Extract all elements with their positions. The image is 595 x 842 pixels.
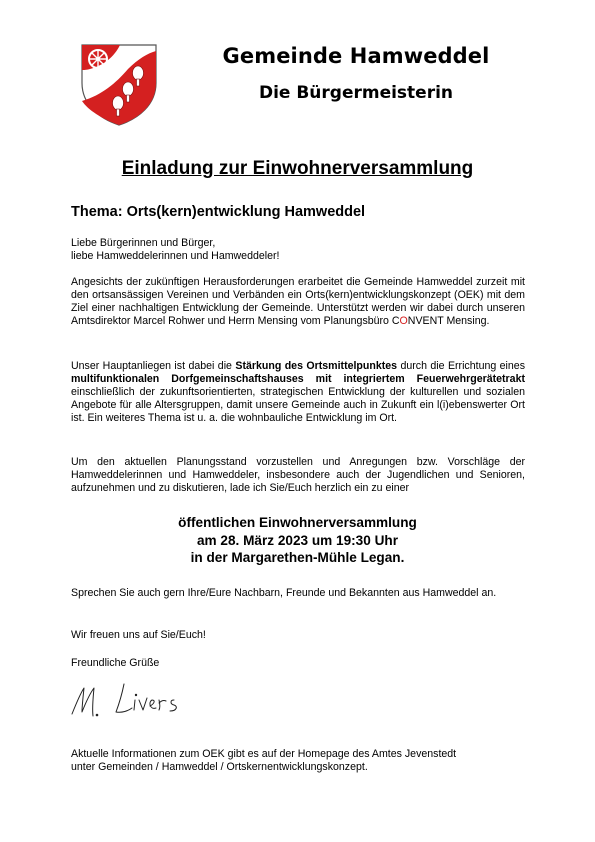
emphasis-text: Stärkung des Ortsmittelpunktes bbox=[235, 360, 398, 372]
event-location: in der Margarethen-Mühle Legan. bbox=[190, 550, 405, 565]
paragraph-goals bbox=[71, 360, 525, 425]
greeting-line: Liebe Bürgerinnen und Bürger, bbox=[71, 237, 216, 249]
closing-greeting: Freundliche Grüße bbox=[71, 657, 160, 669]
municipality-title: Gemeinde Hamweddel bbox=[222, 44, 490, 68]
paragraph-text: Angesichts der zukünftigen Herausforderungen erarbeitet die Gemeinde Hamweddel zurzeit mit den ortsansässigen Vereinen und Verbänden ein Orts(kern)entwicklungskonzept (OEK) mit dem Ziel einer nachhaltigen Entwicklung der Gemeinde. Unterstützt werden wir dabei durch unseren Amtsdirektor Marcel Rohwer und Herrn Mensing vom Planungsbüro C bbox=[71, 276, 525, 327]
paragraph-text: Unser Hauptanliegen ist dabei die bbox=[71, 360, 236, 372]
event-line: öffentlichen Einwohnerversammlung bbox=[178, 515, 417, 530]
paragraph-text: einschließlich der zukunftsorientierten, strategischen Entwicklung der kulturellen und sozialen Angebote für alle Altersgruppen, damit unsere Gemeinde auch in Zukunft ein l(i)ebenswerter Ort ist. Ein weiteres Thema ist u. a. die wohnbauliche Entwicklung im Ort. bbox=[71, 386, 525, 424]
greeting-line: liebe Hamweddelerinnen und Hamweddeler! bbox=[71, 250, 280, 262]
paragraph-text: durch die Errichtung eines bbox=[397, 360, 525, 372]
footer-line: Aktuelle Informationen zum OEK gibt es auf der Homepage des Amtes Jevenstedt bbox=[71, 748, 457, 760]
mayor-subtitle: Die Bürgermeisterin bbox=[258, 83, 454, 103]
greeting bbox=[71, 237, 525, 263]
paragraph-intro bbox=[71, 276, 525, 328]
invitation-headline: Einladung zur Einwohnerversammlung bbox=[121, 158, 474, 179]
paragraph-invitation: Um den aktuellen Planungsstand vorzustellen und Anregungen bzw. Vorschläge der Hamweddelerinnen und Hamweddeler, insbesondere auch der Jugendlichen und Senioren, aufzunehmen und zu diskutieren, lade ich Sie/Euch herzlich ein zu einer bbox=[71, 456, 525, 494]
emphasis-text: multifunktionalen Dorfgemeinschaftshauses mit integriertem Feuerwehrgerätetrakt bbox=[71, 373, 525, 385]
handwritten-signature bbox=[66, 666, 206, 726]
footer-info bbox=[71, 748, 525, 774]
logo-letter: O bbox=[399, 315, 408, 327]
topic-heading: Thema: Orts(kern)entwicklung Hamweddel bbox=[71, 204, 366, 220]
event-date: am 28. März 2023 um 19:30 Uhr bbox=[197, 532, 398, 548]
paragraph-welcome: Wir freuen uns auf Sie/Euch! bbox=[71, 629, 206, 641]
event-details bbox=[0, 514, 595, 567]
wheel-icon bbox=[89, 50, 107, 68]
paragraph-neighbors: Sprechen Sie auch gern Ihre/Eure Nachbarn, Freunde und Bekannten aus Hamweddel an. bbox=[71, 587, 497, 599]
paragraph-text: NVENT Mensing. bbox=[407, 315, 490, 327]
municipality-crest bbox=[80, 43, 158, 127]
footer-link-path: unter Gemeinden / Hamweddel / Ortskernentwicklungskonzept. bbox=[71, 761, 368, 773]
